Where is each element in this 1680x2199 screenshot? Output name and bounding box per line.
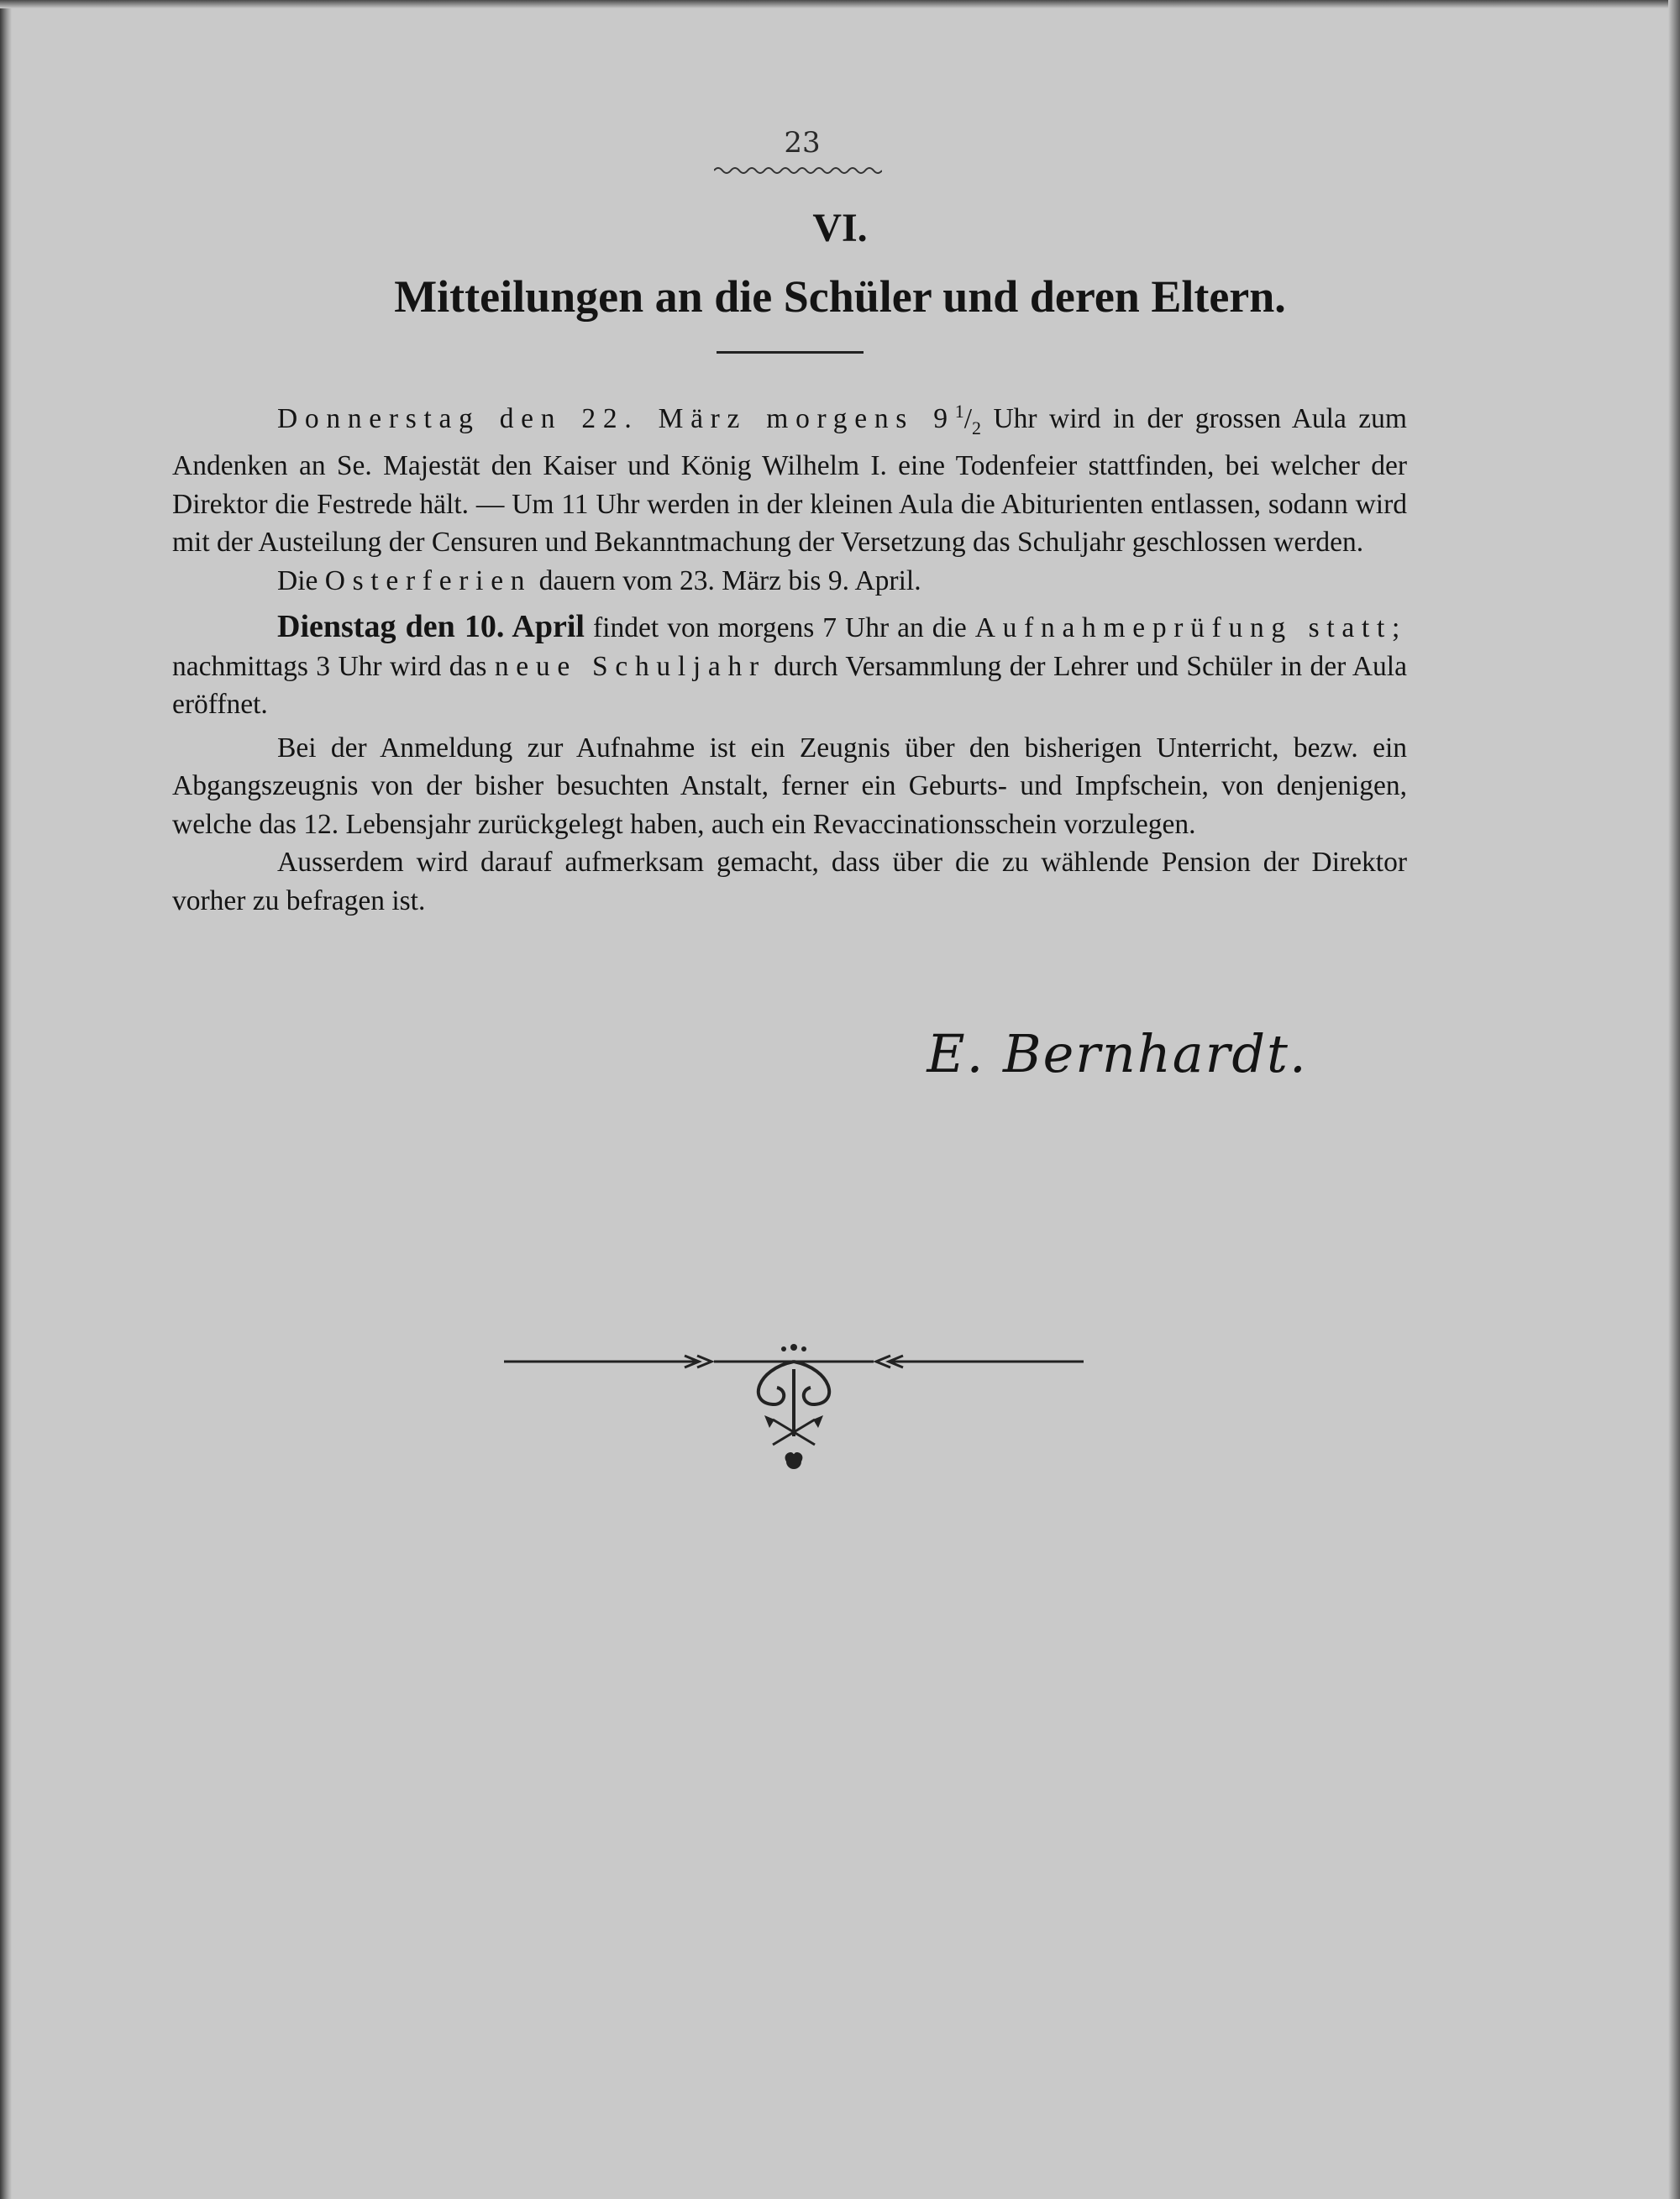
paragraph-text-before: Die: [277, 564, 325, 596]
section-number: VI.: [812, 206, 868, 250]
fraction-numerator: 1: [954, 401, 964, 422]
paragraph-spaced-term-b: neue Schuljahr: [494, 650, 766, 682]
paragraph-closing-ceremony: Donnerstag den 22. März morgens $9^1/_2$ Uhr wird in der grossen Aula zum Andenken an Se. Majestät den Kaiser und König Wilhelm I. eine Todenfeier stattfinden, bei welcher der Direktor die Festrede hält. — Um 11 Uhr werden in der kleinen Aula die Abiturienten entlassen, sodann wird mit der Austeilung der Censuren und Bekanntmachung der Versetzung das Schuljahr geschlossen werden.: [172, 401, 1407, 559]
paragraph-admission-exam: [172, 608, 1407, 724]
paragraph-spaced-term-a: Aufnahmeprüfung statt;: [974, 612, 1408, 644]
paragraph-text: dauern vom 23. März bis 9. April.: [532, 564, 921, 596]
paragraph-text-a: findet von morgens 7 Uhr an die: [585, 612, 975, 644]
section-title: Mitteilungen an die Schüler und deren Eltern.: [394, 271, 1286, 322]
paragraph-text-b: nachmittags 3 Uhr wird das: [172, 650, 495, 682]
paragraph-easter-holidays: [172, 562, 1407, 601]
paragraph-lead-bold: Dienstag den 10. April: [277, 609, 585, 645]
scan-edge-left: [0, 0, 12, 2199]
paragraph-text-c: durch Versammlung der Lehrer und Schüler in der Aula eröffnet.: [172, 650, 1407, 721]
signature: E. Bernhardt.: [927, 1023, 1308, 1084]
paragraph-text: Bei der Anmeldung zur Aufnahme ist ein Zeugnis über den bisherigen Unterricht, bezw. ein Abgangszeugnis von der bisher besuchten Anstalt, ferner ein Geburts- und Impfschein, von denjenigen, welche das 12. Lebensjahr zurückgelegt haben, auch ein Revaccinationsschein vorzulegen.: [172, 732, 1407, 840]
paragraph-spaced-term: Osterferien: [324, 564, 533, 596]
fraction-denominator: 2: [972, 417, 981, 438]
paragraph-lead-spaced: Donnerstag den 22. März morgens 9: [277, 403, 955, 435]
page-number: 23: [784, 126, 821, 160]
title-divider: [717, 351, 864, 354]
decorative-ornament-icon: [504, 1336, 1092, 1478]
wavy-rule-ornament: [714, 165, 882, 176]
paragraph-registration: [172, 729, 1407, 844]
paragraph-pension-note: [172, 843, 1407, 920]
scan-edge-top: [0, 0, 1680, 8]
paragraph-text: Ausserdem wird darauf aufmerksam gemacht, dass über die zu wählende Pension der Direktor vorher zu befragen ist.: [172, 847, 1407, 916]
body-text: [172, 392, 1407, 920]
scan-edge-right: [1668, 0, 1680, 2199]
paragraph-text: Uhr wird in der grossen Aula zum Andenken an Se. Majestät den Kaiser und König Wilhelm I. eine Todenfeier stattfinden, bei welcher der Direktor die Festrede hält. — Um 11 Uhr werden in der kleinen Aula die Abiturienten entlassen, sodann wird mit der Austeilung der Censuren und Bekanntmachung der Versetzung das Schuljahr geschlossen werden.: [172, 403, 1407, 559]
